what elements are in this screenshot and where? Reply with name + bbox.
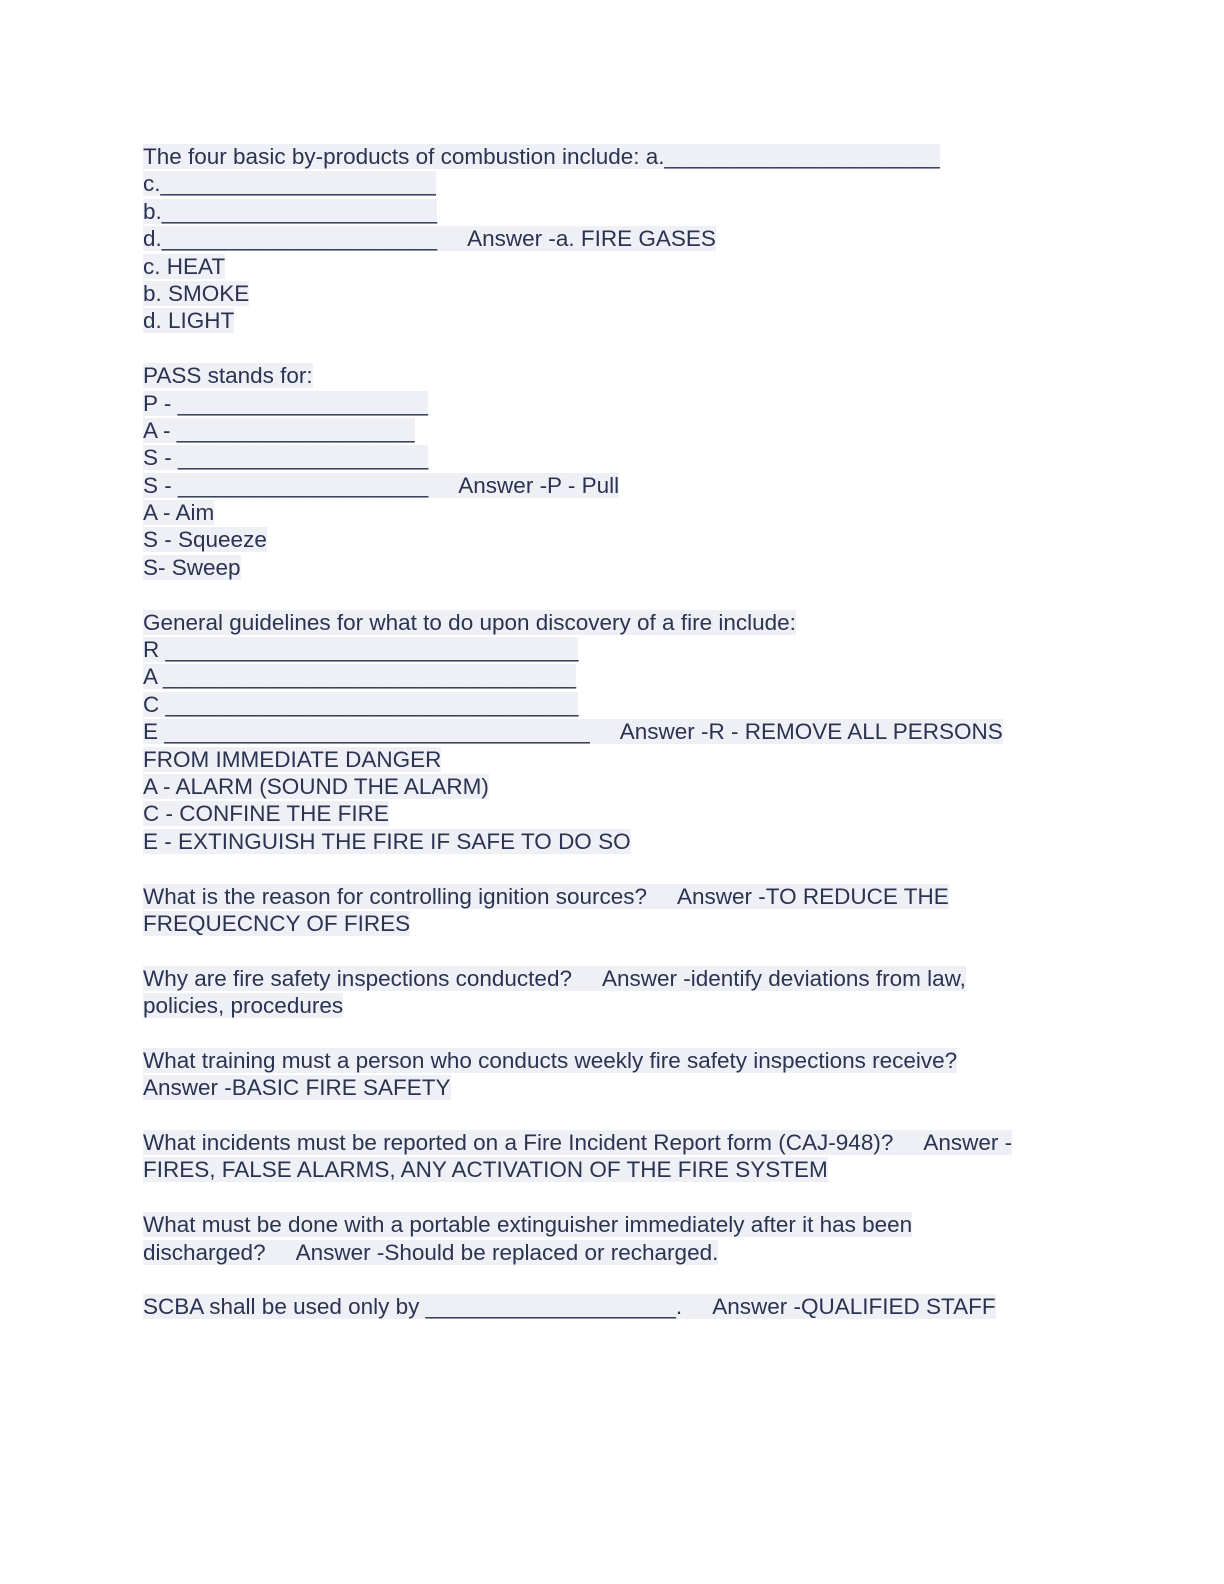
blank-line: C _________________________________ [143,691,579,717]
blank-line: A - ___________________ [143,417,415,443]
question-pass [143,362,1083,581]
question-training [143,1047,1083,1102]
answer-line: E __________________________________ Answer -R - REMOVE ALL PERSONS [143,719,1003,745]
question-line: The four basic by-products of combustion include: a.______________________ [143,144,940,169]
answer-line: A - ALARM (SOUND THE ALARM) [143,773,489,799]
spacer [143,937,1083,964]
question-line: PASS stands for: [143,363,313,389]
answer-line: C - CONFINE THE FIRE [143,801,389,827]
answer-line: E - EXTINGUISH THE FIRE IF SAFE TO DO SO [143,828,631,854]
answer-line: b. SMOKE [143,280,250,306]
answer-line: Answer -BASIC FIRE SAFETY [143,1075,451,1101]
spacer [143,1020,1083,1047]
spacer [143,1102,1083,1129]
question-line: What is the reason for controlling ignition sources? Answer -TO REDUCE THE [143,883,949,909]
answer-line: S- Sweep [143,554,241,580]
blank-line: P - ____________________ [143,390,428,416]
question-line: SCBA shall be used only by ____________________. Answer -QUALIFIED STAFF [143,1294,996,1320]
spacer [143,1184,1083,1211]
blank-line: b.______________________ [143,198,438,224]
question-ignition-sources [143,883,1083,938]
question-incident-report [143,1129,1083,1184]
answer-line: policies, procedures [143,993,344,1019]
question-line: What incidents must be reported on a Fire Incident Report form (CAJ-948)? Answer - [143,1130,1013,1156]
question-line: What training must a person who conducts weekly fire safety inspections receive? [143,1047,958,1073]
answer-line: FIRES, FALSE ALARMS, ANY ACTIVATION OF THE FIRE SYSTEM [143,1157,828,1183]
question-line: What must be done with a portable extinguisher immediately after it has been [143,1212,913,1238]
question-race [143,609,1083,856]
question-line: General guidelines for what to do upon discovery of a fire include: [143,609,796,635]
spacer [143,335,1083,362]
answer-line: A - Aim [143,500,215,526]
question-extinguisher [143,1211,1083,1266]
document-body [143,143,1083,1321]
answer-line: S - ____________________ Answer -P - Pull [143,472,620,498]
answer-line: d. LIGHT [143,308,235,334]
question-scba [143,1293,1083,1320]
question-line: Why are fire safety inspections conducted? Answer -identify deviations from law, [143,965,966,991]
question-inspections [143,965,1083,1020]
spacer [143,1266,1083,1293]
blank-line: A _________________________________ [143,664,576,690]
answer-line: discharged? Answer -Should be replaced or recharged. [143,1239,719,1265]
blank-line: c.______________________ [143,171,436,197]
spacer [143,581,1083,608]
answer-line: c. HEAT [143,253,226,279]
blank-line: S - ____________________ [143,445,429,471]
answer-line: S - Squeeze [143,527,267,553]
blank-line: R _________________________________ [143,637,579,663]
question-combustion-byproducts [143,143,1083,335]
answer-line: FROM IMMEDIATE DANGER [143,746,442,772]
spacer [143,855,1083,882]
answer-line: FREQUECNCY OF FIRES [143,910,411,936]
answer-line: d.______________________ Answer -a. FIRE GASES [143,226,716,252]
